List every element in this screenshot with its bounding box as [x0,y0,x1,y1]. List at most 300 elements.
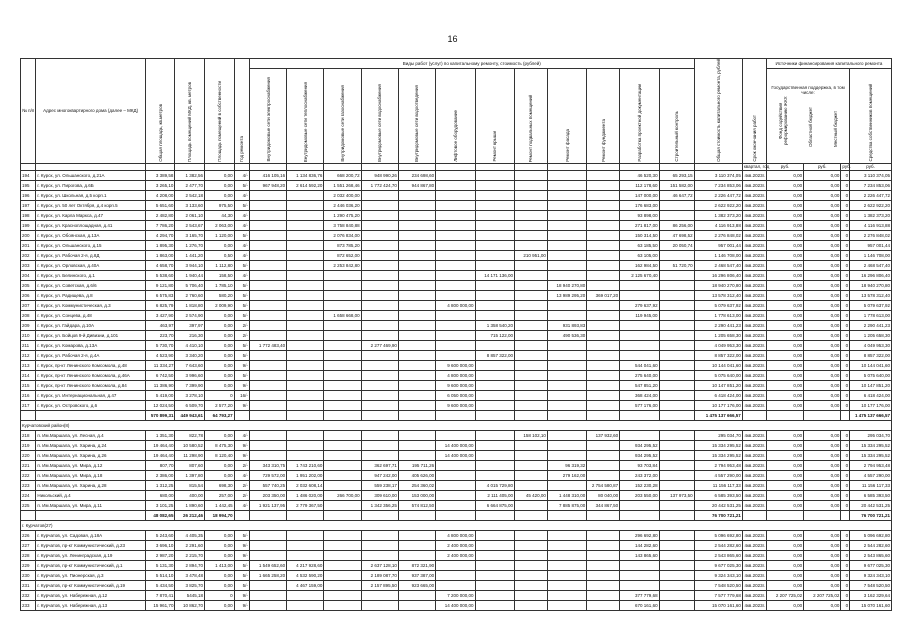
cell-gas [324,570,361,580]
cell-total-area: 6 742,50 [145,370,175,380]
cell-roof [475,580,514,590]
cell-deadline: 4кв.2023г. [742,460,766,470]
cell-address [36,410,146,420]
cell-design-docs: 93 703,84 [620,460,659,470]
cell-heating [287,320,324,330]
cell-basement [514,260,547,270]
section-row [21,420,892,430]
cell-gas [324,450,361,460]
cell-number: 224 [21,490,36,500]
cell-supervision [659,470,694,480]
cell-facade [547,220,586,230]
cell-total-area: 5 651,60 [145,200,175,210]
cell-design-docs: 147 000,00 [620,190,659,200]
cell-heating [287,530,324,540]
cell-number: 226 [21,530,36,540]
cell-gas [324,400,361,410]
cell-sewage [398,590,435,600]
cell-local: 0 [841,330,850,340]
cell-total-cost: 11 156 117,33 [694,480,742,490]
cell-design-docs [620,560,659,570]
cell-facade [547,380,586,390]
cell-owners: 16 296 806,40 [850,270,892,280]
cell-elevator: 4 800 000,00 [436,370,475,380]
cell-repair-year: 2/- [234,460,249,470]
cell-premises-area: 5 706,40 [175,280,205,290]
cell-deadline: 4кв.2023г. [742,480,766,490]
cell-number: 202 [21,250,36,260]
cell-basement [514,350,547,360]
cell-total-area: 1 312,25 [145,480,175,490]
col-regional-header: Областной бюджет [808,106,814,147]
cell-elevator: 9 600 000,00 [436,360,475,370]
cell-owners: 10 144 041,60 [850,360,892,370]
cell-regional: 0,00 [804,460,841,470]
cell-gas [324,350,361,360]
cell-total-cost: 6 585 393,50 [694,490,742,500]
subtotal-row [21,410,892,420]
cell-total-area: 4 658,70 [145,260,175,270]
cell-heating [287,370,324,380]
cell-heating [287,250,324,260]
table-row [21,260,892,270]
cell-supervision: 51 720,70 [659,260,694,270]
cell-premises-area: 822,78 [175,430,205,440]
cell-owned-area: 8 120,40 [205,450,235,460]
cell-sewage: 153 000,00 [398,490,435,500]
rub-unit-label: руб. [842,164,851,170]
cell-supervision [659,550,694,560]
cell-local: 0 [841,440,850,450]
cell-fund: 0,00 [766,560,803,570]
cell-supervision: 46 647,72 [659,190,694,200]
cell-roof: 1 358 540,20 [475,320,514,330]
cell-total-area: 4 294,70 [145,230,175,240]
cell-electric [249,290,286,300]
cell-elevator [436,460,475,470]
cell-address: п. Им.Маршала, ул. Харина, д.26 [36,450,146,460]
cell-elevator: 4 800 000,00 [436,530,475,540]
capital-repair-table [20,58,892,611]
cell-foundation: 369 017,20 [587,290,620,300]
cell-foundation [587,210,620,220]
cell-local: 0 [841,350,850,360]
cell-address: г. Курчатов, ул. Пионерская, д.3 [36,570,146,580]
cell-facade [547,170,586,180]
cell-number [21,410,36,420]
cell-sewage [398,370,435,380]
table-row [21,570,892,580]
cell-fund: 0,00 [766,200,803,210]
cell-owned-area: 0,00 [205,240,235,250]
cell-address: г. Курчатов, ул. Ленинградская, д.19 [36,550,146,560]
cell-gas [324,530,361,540]
cell-roof: 2 111 405,00 [475,490,514,500]
cell-basement [514,450,547,460]
cell-address: г. Курск, пр-кт Ленинского Комсомола, д.84 [36,380,146,390]
cell-number: 222 [21,470,36,480]
table-row [21,270,892,280]
cell-fund: 0,00 [766,570,803,580]
cell-owners: 10 177 176,00 [850,400,892,410]
cell-facade [547,240,586,250]
col-design-docs-header: Разработка проектной документации [620,68,659,163]
cell-facade [547,480,586,490]
cell-owners: 5 075 640,00 [850,370,892,380]
cell-gas: 668 200,72 [324,170,361,180]
cell-premises-area: 2 291,60 [175,540,205,550]
col-address-header: Адрес многоквартирного дома (далее – МКД) [36,59,146,164]
cell-roof [475,190,514,200]
cell-gas [324,470,361,480]
table-row [21,470,892,480]
cell-heating [287,410,324,420]
col-supervision-header: Строительный контроль [659,68,694,163]
cell-fund: 0,00 [766,190,803,200]
table-row [21,170,892,180]
cell-gas [324,580,361,590]
cell-heating [287,450,324,460]
cell-elevator [436,170,475,180]
cell-premises-area: 1 441,20 [175,250,205,260]
cell-electric [249,410,286,420]
cell-elevator [436,220,475,230]
cell-basement [514,310,547,320]
cell-premises-area: 4 410,10 [175,340,205,350]
cell-regional: 0,00 [804,530,841,540]
cell-total-area: 12 024,50 [145,400,175,410]
cell-address: г. Курск, ул. Сонцева, д.48 [36,310,146,320]
table-row [21,490,892,500]
cell-gas [324,320,361,330]
cell-facade: 96 319,32 [547,460,586,470]
cell-regional: 0,00 [804,330,841,340]
cell-total-area: 3 696,10 [145,540,175,550]
cell-electric: 343 310,75 [249,460,286,470]
cell-electric [249,310,286,320]
cell-electric [249,270,286,280]
cell-owners: 2 544 282,60 [850,540,892,550]
cell-elevator [436,250,475,260]
cell-owners: 8 857 322,00 [850,350,892,360]
cell-sewage [398,530,435,540]
cell-owned-area: 0,00 [205,340,235,350]
cell-basement [514,510,547,520]
table-row [21,400,892,410]
cell-heating: 4 532 590,20 [287,570,324,580]
cell-sewage [398,190,435,200]
cell-supervision [659,250,694,260]
cell-owned-area: 257,00 [205,490,235,500]
cell-sewage [398,450,435,460]
cell-roof: 6 664 875,00 [475,500,514,510]
cell-foundation [587,370,620,380]
cell-regional: 0,00 [804,500,841,510]
cell-design-docs: 150 314,50 [620,230,659,240]
cell-roof [475,210,514,220]
cell-elevator [436,260,475,270]
cell-elevator [436,500,475,510]
cell-total-area: 19 464,40 [145,440,175,450]
cell-basement [514,230,547,240]
table-row [21,290,892,300]
cell-local: 0 [841,580,850,590]
cell-foundation [587,460,620,470]
sources-group-header: Источники финансирования капитального ремонта [766,59,891,69]
cell-basement [514,300,547,310]
cell-repair-year: 5/- [234,310,249,320]
cell-sewage [398,350,435,360]
cell-premises-area: 3 133,60 [175,200,205,210]
cell-owned-area: 0,00 [205,470,235,480]
cell-repair-year: 4/- [234,210,249,220]
cell-deadline: 4кв.2023г. [742,270,766,280]
page-number: 16 [447,34,458,44]
cell-repair-year: 2/- [234,490,249,500]
table-row [21,590,892,600]
table-row [21,550,892,560]
cell-foundation [587,230,620,240]
cell-fund: 0,00 [766,540,803,550]
cell-repair-year: 5/- [234,530,249,540]
cell-fund: 0,00 [766,600,803,610]
cell-premises-area: 2 215,70 [175,550,205,560]
cell-regional: 0,00 [804,230,841,240]
cell-design-docs: 279 637,92 [620,300,659,310]
cell-fund: 0,00 [766,580,803,590]
cell-total-area: 1 895,30 [145,240,175,250]
table-row [21,180,892,190]
cell-basement [514,270,547,280]
cell-fund: 0,00 [766,250,803,260]
cell-deadline: 4кв.2023г. [742,290,766,300]
cell-total-cost: 10 144 041,60 [694,360,742,370]
cell-heating [287,510,324,520]
cell-owners: 76 700 721,21 [850,510,892,520]
cell-heating: 1 743 210,60 [287,460,324,470]
cell-supervision [659,340,694,350]
cell-design-docs: 144 282,60 [620,540,659,550]
cell-address: г. Курск, ул. Комарова, д.13А [36,340,146,350]
cell-design-docs [620,280,659,290]
cell-repair-year: 5/- [234,570,249,580]
cell-supervision [659,310,694,320]
cell-gas [324,480,361,490]
cell-fund: 0,00 [766,390,803,400]
cell-design-docs [620,320,659,330]
cell-owned-area: 580,20 [205,290,235,300]
cell-number: 212 [21,350,36,360]
cell-foundation [587,300,620,310]
cell-elevator [436,270,475,280]
cell-owners: 2 290 441,23 [850,320,892,330]
cell-total-area: 5 131,30 [145,560,175,570]
cell-supervision [659,480,694,490]
cell-regional: 0,00 [804,280,841,290]
cell-gas [324,460,361,470]
cell-local: 0 [841,370,850,380]
cell-water: 2 157 895,50 [361,580,398,590]
cell-number: 227 [21,540,36,550]
table-row [21,350,892,360]
cell-sewage: 234 698,60 [398,170,435,180]
cell-gas: 266 700,00 [324,490,361,500]
cell-regional: 2 207 725,02 [804,590,841,600]
cell-owners: 1 205 658,30 [850,330,892,340]
cell-heating: 1 486 020,00 [287,490,324,500]
cell-repair-year: 5/- [234,280,249,290]
cell-address: г. Курск, ул. Гайдара, д.10А [36,320,146,330]
table-row [21,330,892,340]
cell-fund: 0,00 [766,290,803,300]
cell-fund: 0,00 [766,260,803,270]
cell-repair-year: 4/- [234,270,249,280]
cell-owners: 295 034,70 [850,430,892,440]
cell-elevator: 14 400 000,00 [436,600,475,610]
cell-basement [514,400,547,410]
cell-deadline: 4кв.2023г. [742,530,766,540]
cell-facade: 18 940 270,80 [547,280,586,290]
cell-total-cost: 2 290 441,23 [694,320,742,330]
cell-owners: 13 578 312,40 [850,290,892,300]
cell-total-cost: 1 778 613,00 [694,310,742,320]
cell-owners: 15 334 295,52 [850,440,892,450]
table-row [21,440,892,450]
cell-address: г. Курск, ул. Орловская, д.40А [36,260,146,270]
cell-facade [547,400,586,410]
cell-address: г. Курск, пр-кт Ленинского Комсомола, д.48 [36,360,146,370]
table-row [21,460,892,470]
cell-owned-area: 0,00 [205,570,235,580]
cell-gas: 1 290 475,20 [324,210,361,220]
table-row [21,250,892,260]
cell-local: 0 [841,500,850,510]
cell-design-docs [620,430,659,440]
cell-water [361,320,398,330]
cell-premises-area: 10 580,52 [175,440,205,450]
table-row [21,430,892,440]
cell-premises-area: 2 543,67 [175,220,205,230]
cell-owned-area: 0,00 [205,540,235,550]
cell-number: 230 [21,570,36,580]
cell-foundation [587,340,620,350]
cell-total-area: 11 334,27 [145,360,175,370]
cell-water [361,360,398,370]
cell-design-docs [620,570,659,580]
cell-regional: 0,00 [804,290,841,300]
cell-owners: 4 557 290,00 [850,470,892,480]
cell-local: 0 [841,490,850,500]
cell-roof [475,440,514,450]
cell-elevator [436,200,475,210]
cell-facade [547,600,586,610]
cell-address: г. Курск, ул. Белинского, д.1 [36,270,146,280]
cell-gas: 1 658 668,00 [324,310,361,320]
table-row [21,580,892,590]
col-repair-year-header: Год ремонта [234,59,249,164]
cell-basement [514,600,547,610]
cell-local: 0 [841,570,850,580]
cell-design-docs [620,580,659,590]
cell-roof [475,400,514,410]
cell-owners: 7 548 520,50 [850,580,892,590]
cell-elevator [436,290,475,300]
cell-roof [475,230,514,240]
col-total-cost-header: Общая стоимость капитального ремонта, рублей [694,59,742,164]
cell-electric [249,200,286,210]
cell-owned-area: 0,00 [205,350,235,360]
cell-deadline: 4кв.2023г. [742,600,766,610]
cell-roof [475,280,514,290]
cell-supervision [659,530,694,540]
cell-design-docs [620,330,659,340]
cell-elevator [436,580,475,590]
cell-elevator [436,410,475,420]
cell-address: г. Курчатов, пр-кт Коммунистический, д.1 [36,560,146,570]
cell-regional: 0,00 [804,550,841,560]
cell-facade [547,300,586,310]
cell-number: 211 [21,340,36,350]
subtotal-row [21,510,892,520]
cell-address: г. Курск, ул. Рабочая 2-я, д.4А [36,350,146,360]
rub-unit-label: руб. [850,163,892,170]
cell-number: 223 [21,480,36,490]
col-electric-header: Внутридомовые сети электроснабжения [249,68,286,163]
cell-supervision [659,330,694,340]
cell-foundation [587,590,620,600]
cell-total-area: 6 825,79 [145,300,175,310]
cell-owners: 9 324 343,10 [850,570,892,580]
cell-local: 0 [841,380,850,390]
cell-electric [249,190,286,200]
cell-owned-area: 2 063,00 [205,220,235,230]
cell-owned-area: 8 475,30 [205,440,235,450]
cell-water: 1 772 424,70 [361,180,398,190]
cell-owned-area: 0,00 [205,600,235,610]
cell-elevator [436,510,475,520]
cell-electric [249,530,286,540]
cell-roof [475,430,514,440]
table-row [21,320,892,330]
table-row [21,230,892,240]
cell-sewage [398,330,435,340]
table-row [21,540,892,550]
cell-deadline: 4кв.2023г. [742,230,766,240]
cell-premises-area: 7 399,90 [175,380,205,390]
cell-number: 207 [21,300,36,310]
cell-roof [475,180,514,190]
cell-fund: 0,00 [766,300,803,310]
cell-local: 0 [841,200,850,210]
cell-repair-year: 5/- [234,560,249,570]
cell-deadline: 4кв.2023г. [742,370,766,380]
cell-fund: 0,00 [766,170,803,180]
cell-basement [514,460,547,470]
cell-elevator: 4 800 000,00 [436,300,475,310]
cell-design-docs: 577 176,00 [620,400,659,410]
cell-roof [475,410,514,420]
cell-deadline: 4кв.2023г. [742,590,766,600]
cell-number: 198 [21,210,36,220]
cell-elevator [436,490,475,500]
cell-owners: 15 070 161,60 [850,600,892,610]
cell-electric [249,320,286,330]
cell-deadline [742,510,766,520]
cell-local: 0 [841,180,850,190]
section-label: г. Курчатов(27) [21,520,892,530]
cell-water [361,310,398,320]
cell-number [21,510,36,520]
